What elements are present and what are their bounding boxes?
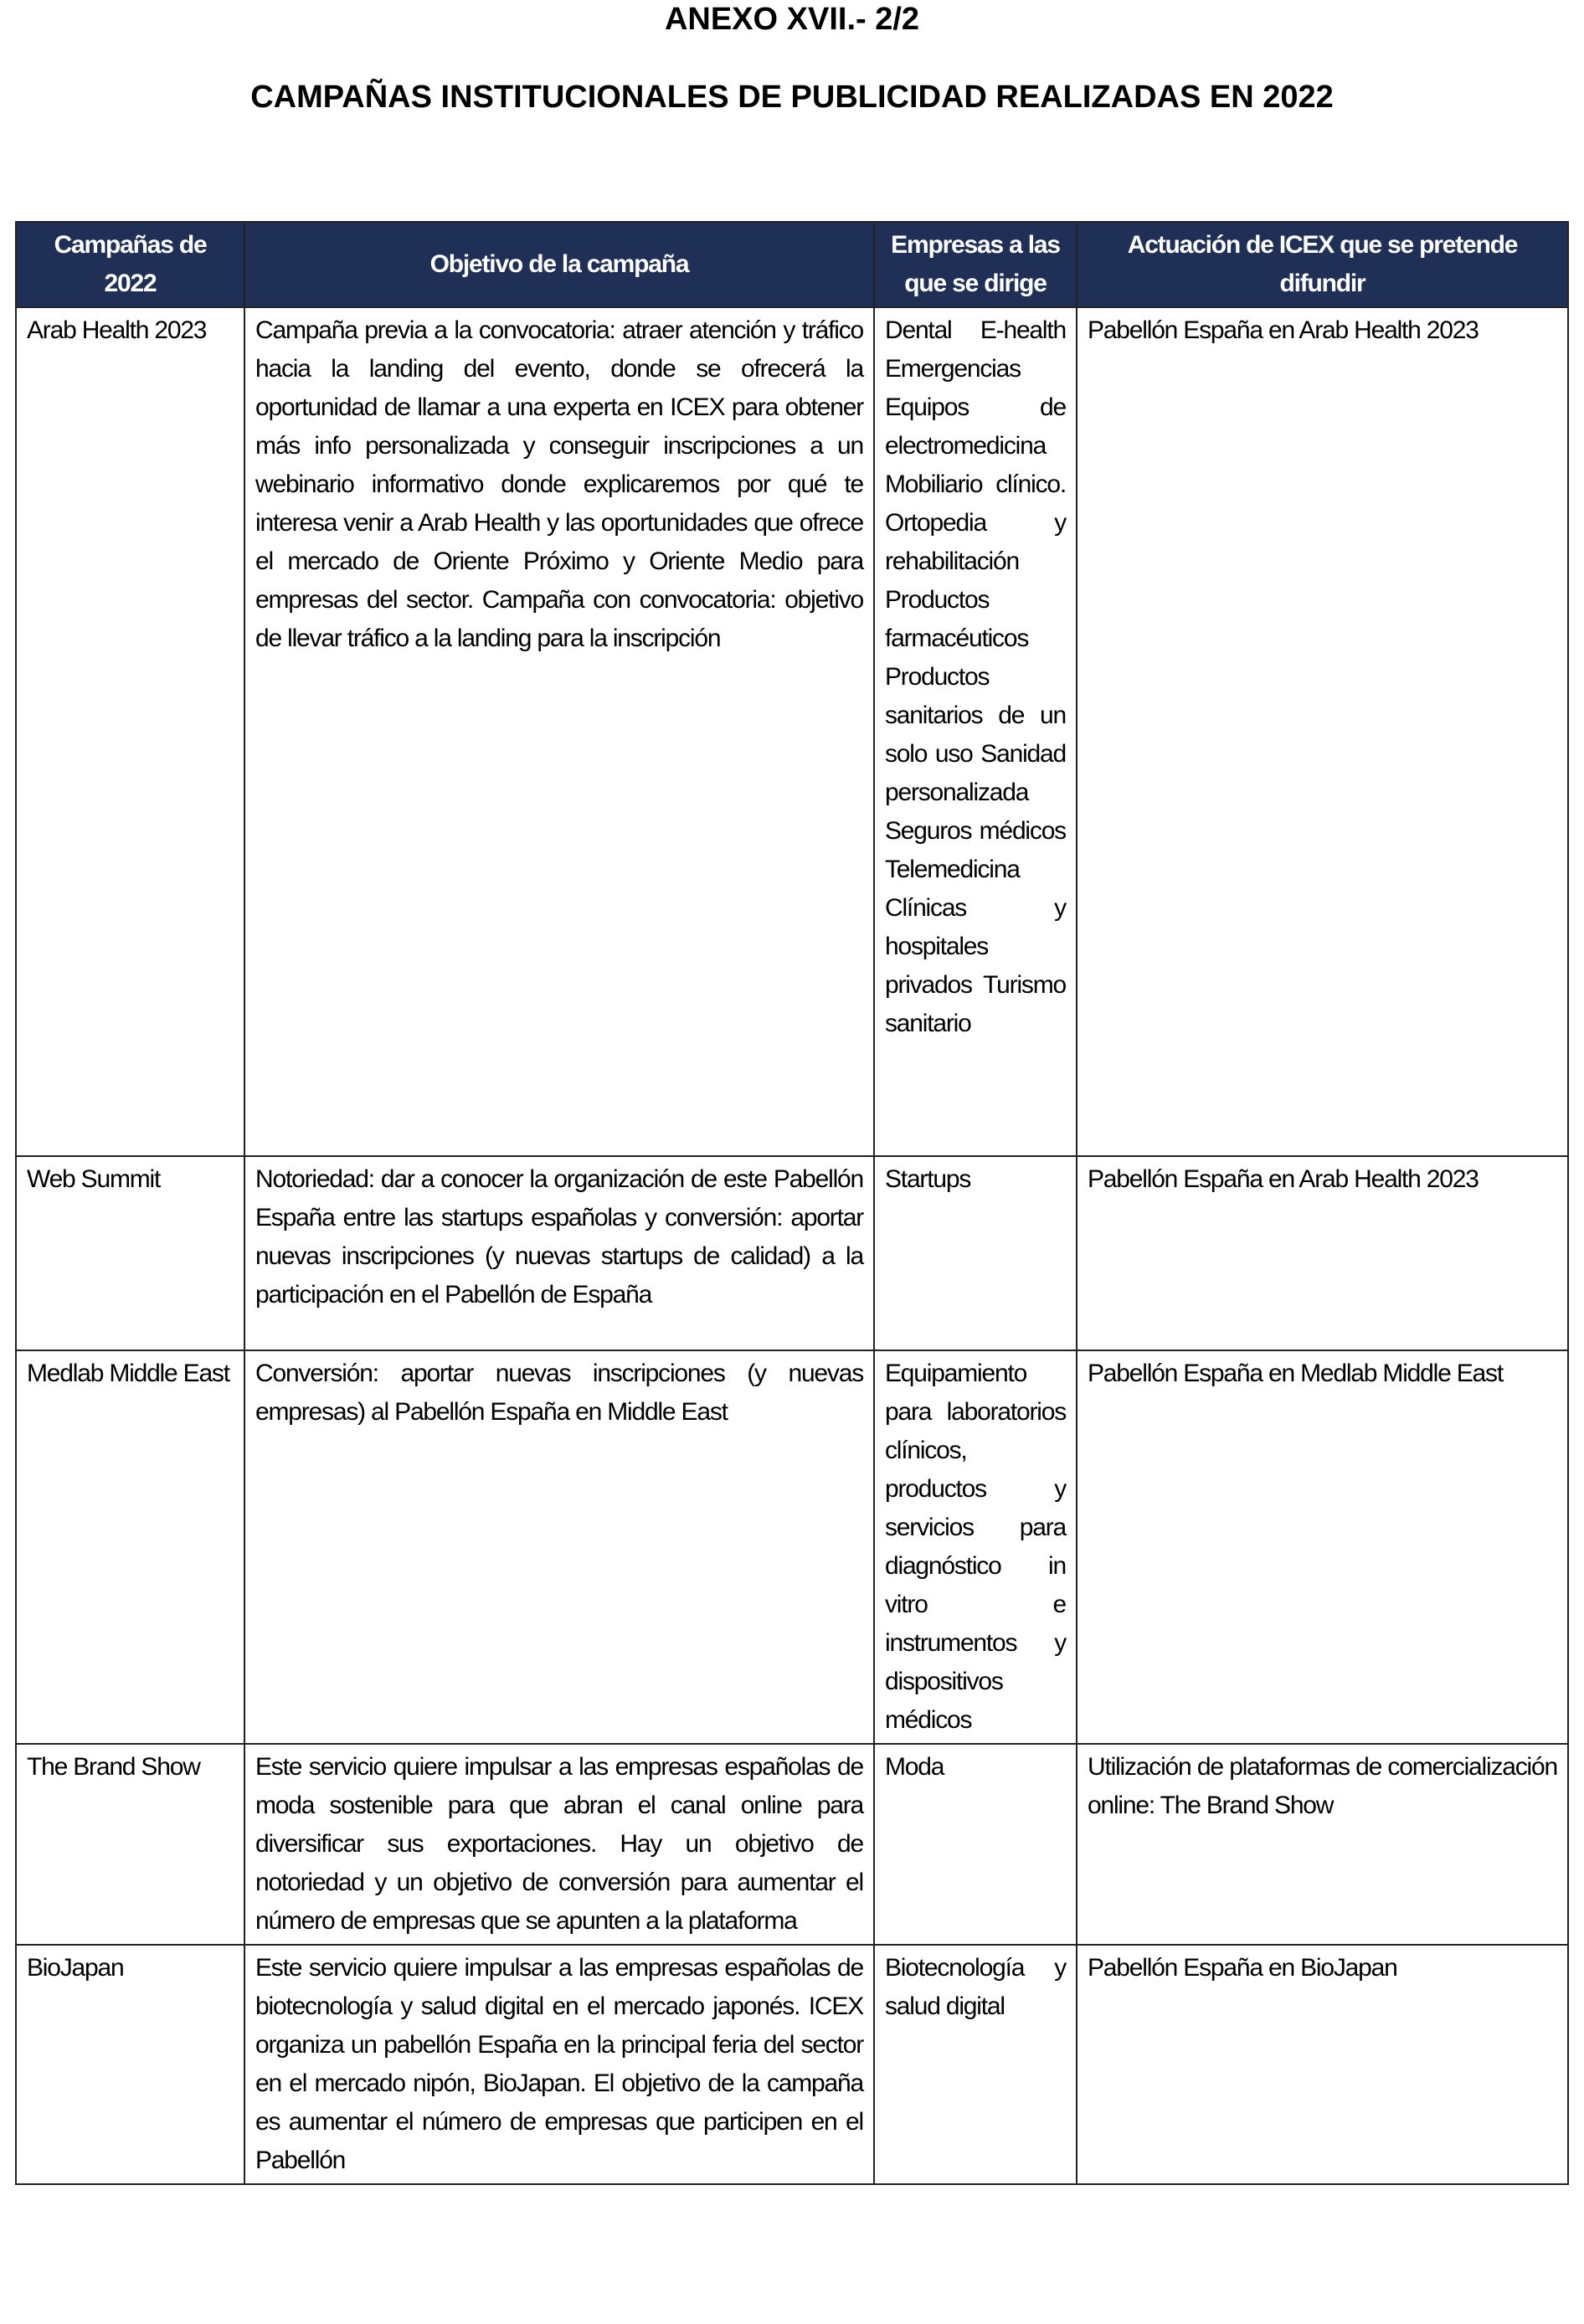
cell-companies: Dental E-health Emergencias Equipos de electromedicina Mobiliario clínico. Ortopedia y rehabilitación Productos farmacéuticos Productos sanitarios de un solo uso Sanidad personalizada Seguros médicos Telemedicina Clínicas y hospitales privados Turismo sanitario	[874, 307, 1077, 1156]
table-header-row	[16, 222, 1568, 307]
header-objective: Objetivo de la campaña	[244, 222, 874, 307]
cell-objective: Este servicio quiere impulsar a las empresas españolas de moda sostenible para que abran el canal online para diversificar sus exportaciones. Hay un objetivo de notoriedad y un objetivo de conversión para aumentar el número de empresas que se apunten a la plataforma	[244, 1744, 874, 1945]
cell-objective: Conversión: aportar nuevas inscripciones (y nuevas empresas) al Pabellón España en Middle East	[244, 1350, 874, 1744]
cell-campaign: Web Summit	[16, 1156, 244, 1350]
cell-objective: Este servicio quiere impulsar a las empresas españolas de biotecnología y salud digital en el mercado japonés. ICEX organiza un pabellón España en la principal feria del sector en el mercado nipón, BioJapan. El objetivo de la campaña es aumentar el número de empresas que participen en el Pabellón	[244, 1945, 874, 2184]
table-row	[16, 307, 1568, 1156]
cell-action: Pabellón España en Medlab Middle East	[1077, 1350, 1568, 1744]
cell-action: Pabellón España en Arab Health 2023	[1077, 307, 1568, 1156]
header-campaign: Campañas de 2022	[16, 222, 244, 307]
cell-campaign: BioJapan	[16, 1945, 244, 2184]
cell-campaign: The Brand Show	[16, 1744, 244, 1945]
cell-companies: Moda	[874, 1744, 1077, 1945]
header-action: Actuación de ICEX que se pretende difundir	[1077, 222, 1568, 307]
cell-action: Utilización de plataformas de comercialización online: The Brand Show	[1077, 1744, 1568, 1945]
cell-campaign: Medlab Middle East	[16, 1350, 244, 1744]
table-row	[16, 1744, 1568, 1945]
cell-action: Pabellón España en BioJapan	[1077, 1945, 1568, 2184]
cell-action: Pabellón España en Arab Health 2023	[1077, 1156, 1568, 1350]
campaigns-table	[15, 221, 1569, 2185]
cell-objective: Notoriedad: dar a conocer la organización de este Pabellón España entre las startups españolas y conversión: aportar nuevas inscripciones (y nuevas startups de calidad) a la participación en el Pabellón de España	[244, 1156, 874, 1350]
cell-objective: Campaña previa a la convocatoria: atraer atención y tráfico hacia la landing del evento, donde se ofrecerá la oportunidad de llamar a una experta en ICEX para obtener más info personalizada y conseguir inscripciones a un webinario informativo donde explicaremos por qué te interesa venir a Arab Health y las oportunidades que ofrece el mercado de Oriente Próximo y Oriente Medio para empresas del sector. Campaña con convocatoria: objetivo de llevar tráfico a la landing para la inscripción	[244, 307, 874, 1156]
cell-companies: Startups	[874, 1156, 1077, 1350]
annex-title: ANEXO XVII.- 2/2	[664, 2, 920, 37]
table-row	[16, 1945, 1568, 2184]
table-row	[16, 1156, 1568, 1350]
document-subtitle: CAMPAÑAS INSTITUCIONALES DE PUBLICIDAD REALIZADAS EN 2022	[250, 80, 1334, 115]
table-row	[16, 1350, 1568, 1744]
cell-companies: Biotecnología y salud digital	[874, 1945, 1077, 2184]
cell-companies: Equipamiento para laboratorios clínicos, productos y servicios para diagnóstico in vitro e instrumentos y dispositivos médicos	[874, 1350, 1077, 1744]
cell-campaign: Arab Health 2023	[16, 307, 244, 1156]
header-companies: Empresas a las que se dirige	[874, 222, 1077, 307]
